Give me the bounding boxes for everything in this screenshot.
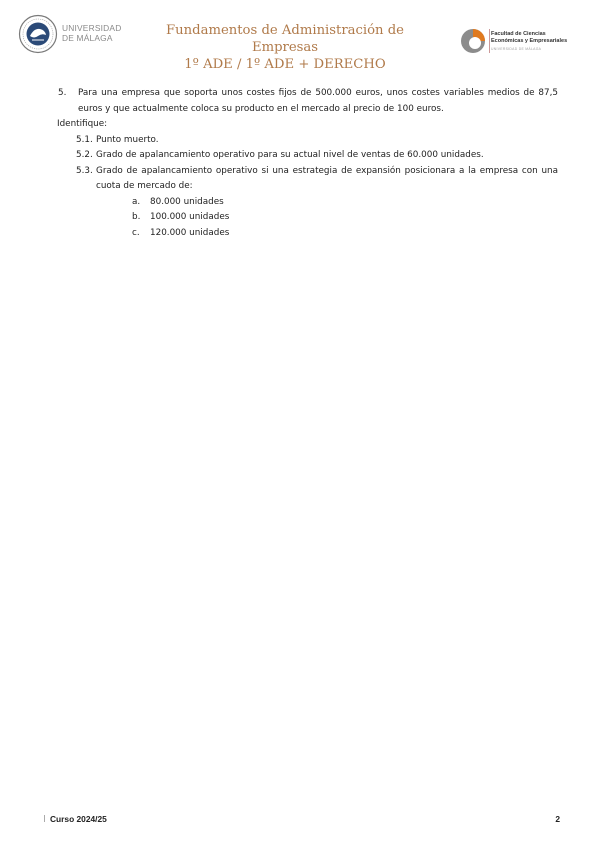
page-header [0,0,600,70]
course-title-line1: Fundamentos de Administración de Empresas [166,23,404,55]
option-letter: c. [132,227,140,238]
faculty-mark-icon [458,26,488,56]
course-title [140,22,430,73]
subitem-row [76,148,558,164]
question-text: Para una empresa que soporta unos costes fijos de 500.000 euros, unos costes variables medios de 87,5 euros y que actualmente coloca su producto en el mercado al precio de 100 euros. [78,88,558,114]
question-intro: Identifique: [57,119,108,129]
faculty-subtitle: UNIVERSIDAD DE MÁLAGA [491,47,542,51]
university-seal-icon [18,14,58,54]
option-text: 100.000 unidades [150,212,230,222]
option-row [132,195,558,211]
subitem-row [76,133,558,149]
footer-marker [44,815,45,822]
course-title-line2: 1º ADE / 1º ADE + DERECHO [184,57,386,72]
option-text: 120.000 unidades [150,227,230,238]
faculty-divider [489,29,490,53]
subitem-number: 5.2. [76,150,93,160]
subitem-text: Grado de apalancamiento operativo si una estrategia de expansión posicionara a la empresa con una cuota de mercado de: [96,165,558,191]
university-logo [18,14,122,58]
question-number: 5. [58,88,67,98]
faculty-name: Facultad de Ciencias Económicas y Empresariales [491,31,568,44]
subitem-row [76,164,558,195]
page-number: 2 [555,814,560,824]
faculty-logo [458,26,578,62]
question-row [58,86,558,117]
option-row [132,226,558,242]
subitem-number: 5.1. [76,134,93,145]
exercise-content [58,86,558,241]
option-row [132,210,558,226]
option-letter: a. [132,196,141,207]
subitem-text: Grado de apalancamiento operativo para su actual nivel de ventas de 60.000 unidades. [96,150,484,160]
option-text: 80.000 unidades [150,196,224,207]
subitem-text: Punto muerto. [96,134,159,145]
subitem-number: 5.3. [76,165,93,176]
footer-course: Curso 2024/25 [50,814,107,824]
option-letter: b. [132,212,141,222]
university-name: UNIVERSIDAD DE MÁLAGA [62,23,122,43]
